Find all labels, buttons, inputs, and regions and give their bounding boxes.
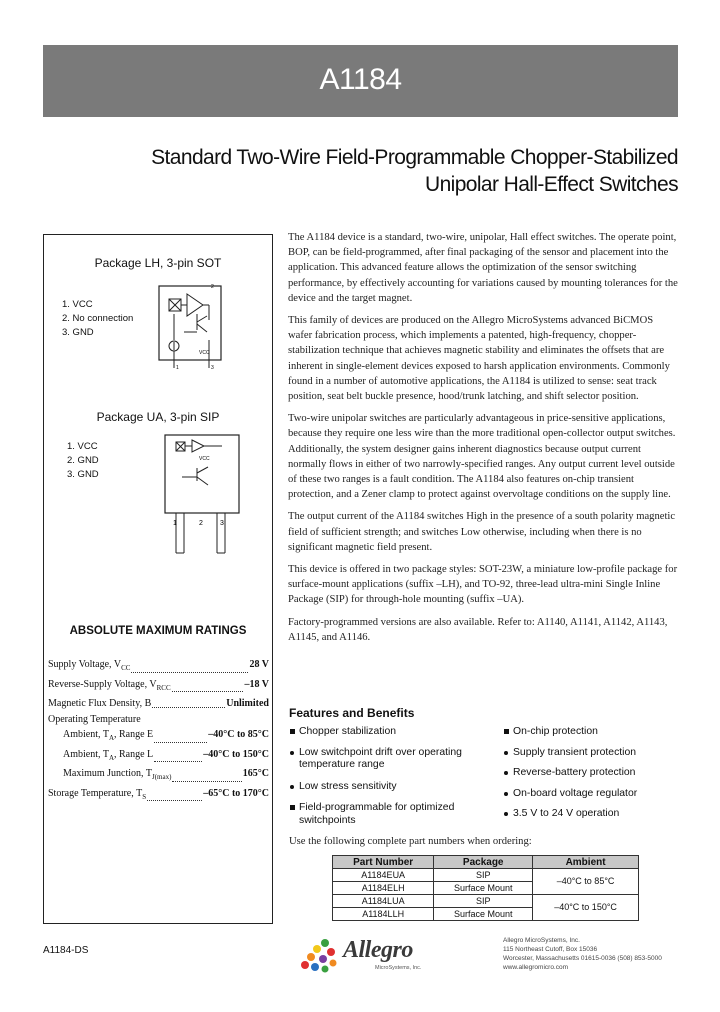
table-header-row: [333, 856, 639, 869]
package-sidebar: [43, 234, 273, 924]
table-row: [333, 869, 639, 882]
document-id: A1184-DS: [43, 945, 89, 956]
features-left-list: [289, 726, 479, 827]
lh-pin-number-1: 1: [176, 365, 179, 371]
part-cell: A1184LUA: [333, 895, 434, 908]
address-line: Allegro MicroSystems, Inc.: [503, 937, 580, 944]
features-right-list: [503, 726, 673, 821]
company-address: [503, 936, 662, 972]
logo-wordmark: Allegro: [343, 937, 413, 963]
package-lh-pin-list: [62, 298, 133, 340]
lh-vcc-label: VCC: [199, 350, 210, 356]
package-lh-diagram: [149, 280, 229, 375]
features-title: Features and Benefits: [289, 706, 415, 720]
lh-pin-3: 3. GND: [62, 327, 94, 338]
rating-value: –40°C to 150°C: [203, 748, 269, 760]
part-cell: A1184EUA: [333, 869, 434, 882]
rating-row: [48, 766, 269, 786]
package-ua-pin-list: [67, 440, 99, 482]
package-lh-title: Package LH, 3-pin SOT: [94, 256, 222, 270]
rating-label: Supply Voltage, $V_{CC}$: [48, 659, 131, 672]
ua-pin-number-3: 3: [220, 520, 224, 527]
ambient-cell: –40°C to 150°C: [533, 895, 639, 921]
rating-label: Maximum Junction, $T_{J(max)}$: [63, 768, 172, 781]
column-header: Part Number: [333, 856, 434, 869]
description-paragraph: Two-wire unipolar switches are particularly advantageous in price-sensitive applications, because they require one less wire than the more traditional open-collector output switches. Additionally, the system designer gains inherent diagnostics because output current normally flows in either of two narrowly-specified ranges. Any output current level outside of these two ranges is a fault condition. The A1184 also features on-chip transient protection, and a Zener clamp to protect against overvoltage conditions on the supply line.: [288, 413, 676, 501]
ua-amplifier: [192, 440, 204, 452]
feature-item: On-chip protection: [503, 726, 673, 739]
rating-value: 165°C: [242, 768, 269, 779]
rating-row: [48, 727, 269, 747]
part-cell: A1184ELH: [333, 882, 434, 895]
description-paragraph: The output current of the A1184 switches High in the presence of a south polarity magnetic field of sufficient strength; and switches Low otherwise, including when there is no significant magnetic field present.: [288, 511, 676, 553]
rating-row: [48, 786, 269, 806]
rating-row: [48, 657, 269, 677]
feature-item: On-board voltage regulator: [503, 788, 673, 801]
rating-row: [48, 677, 269, 697]
ua-pin-number-1: 1: [173, 520, 177, 527]
lh-package-body: [159, 286, 221, 360]
title-line-2: Unipolar Hall-Effect Switches: [425, 173, 678, 196]
description-paragraph: This family of devices are produced on the Allegro MicroSystems advanced BiCMOS wafer fabrication process, which implements a patented, high-frequency, chopper-stabilization technique that achieves magnetic stability and eliminates the offsets that are inherent in single-element devices exposed to harsh application environments. Commonly found in a number of automotive applications, the A1184 is utilized to sense: seat track position, seat belt buckle presence, hood/trunk latching, and shift selector position.: [288, 315, 670, 403]
allegro-logo: [297, 935, 457, 977]
lh-pin-number-3: 3: [211, 365, 214, 371]
rating-value: –40°C to 85°C: [208, 729, 269, 740]
feature-item: Reverse-battery protection: [503, 767, 673, 780]
feature-item: 3.5 V to 24 V operation: [503, 808, 673, 821]
rating-label: Storage Temperature, $T_S$: [48, 787, 147, 801]
column-header: Ambient: [533, 856, 639, 869]
ua-vcc-label: VCC: [199, 456, 210, 462]
feature-item: Low stress sensitivity: [289, 781, 479, 794]
ua-pin-2: 2. GND: [67, 455, 99, 466]
ua-pin-3: 3. GND: [67, 469, 99, 480]
description-paragraph: The A1184 device is a standard, two-wire, unipolar, Hall effect switches. The operate point, BOP, can be field-programmed, after final packaging of the sensor and placement into the application. This advanced feature allows the optimization of the sensor switching performance, by effectively accounting for variations caused by mounting tolerances for the device and the target magnet.: [288, 232, 678, 304]
package-ua-title: Package UA, 3-pin SIP: [96, 410, 220, 424]
address-line: www.allegromicro.com: [503, 964, 569, 971]
rating-label: Magnetic Flux Density, B: [48, 698, 152, 709]
ua-pin-number-2: 2: [199, 520, 203, 527]
package-cell: Surface Mount: [434, 908, 533, 921]
rating-value: 28 V: [249, 659, 269, 670]
package-ua-diagram: [162, 433, 244, 555]
title-line-1: Standard Two-Wire Field-Programmable Chopper-Stabilized: [151, 146, 678, 169]
ua-pin-1: 1. VCC: [67, 441, 98, 452]
ordering-table: [332, 855, 639, 921]
lh-pin-2: 2. No connection: [62, 313, 134, 324]
document-title: [151, 144, 678, 198]
package-cell: SIP: [434, 869, 533, 882]
rating-label: Reverse-Supply Voltage, $V_{RCC}$: [48, 678, 171, 692]
feature-item: Supply transient protection: [503, 747, 673, 760]
address-line: Worcester, Massachusetts 01615-0036 (508) 853-5000: [503, 955, 662, 962]
feature-item: Field-programmable for optimized switchpoints: [289, 802, 479, 827]
ratings-table: [48, 657, 269, 805]
table-row: [333, 895, 639, 908]
rating-value: Unlimited: [226, 698, 269, 709]
title-banner: [43, 45, 678, 117]
description-paragraph: Factory-programmed versions are also available. Refer to: A1140, A1141, A1142, A1143, A1145, and A1146.: [288, 616, 668, 643]
lh-pin-number-2: 2: [211, 284, 214, 290]
logo-dots-icon: [297, 935, 343, 977]
rating-value: –65°C to 170°C: [203, 787, 269, 799]
ordering-intro: Use the following complete part numbers when ordering:: [289, 836, 532, 847]
rating-row: [48, 696, 269, 712]
package-cell: SIP: [434, 895, 533, 908]
part-cell: A1184LLH: [333, 908, 434, 921]
description-paragraph: This device is offered in two package styles: SOT-23W, a miniature low-profile package for surface-mount applications (suffix –LH), and TO-92, three-lead ultra-mini Single Inline Package (SIP) for through-hole mounting (suffix –UA).: [288, 564, 678, 606]
rating-label: Ambient, $T_A$, Range E: [63, 729, 154, 742]
column-header: Package: [434, 856, 533, 869]
ratings-title: ABSOLUTE MAXIMUM RATINGS: [69, 625, 247, 637]
package-cell: Surface Mount: [434, 882, 533, 895]
part-number-title: A1184: [319, 63, 402, 96]
rating-section-header: Operating Temperature: [48, 713, 141, 725]
description-column: [288, 230, 679, 652]
logo-subtext: MicroSystems, Inc.: [375, 965, 422, 971]
rating-row: [48, 747, 269, 767]
ambient-cell: –40°C to 85°C: [533, 869, 639, 895]
feature-item: Chopper stabilization: [289, 726, 479, 739]
rating-label: Ambient, $T_A$, Range L: [63, 748, 154, 762]
rating-value: –18 V: [244, 678, 269, 690]
lh-amplifier: [187, 294, 203, 316]
address-line: 115 Northeast Cutoff, Box 15036: [503, 946, 598, 953]
feature-item: Low switchpoint drift over operating temperature range: [289, 747, 479, 772]
lh-pin-1: 1. VCC: [62, 299, 93, 310]
